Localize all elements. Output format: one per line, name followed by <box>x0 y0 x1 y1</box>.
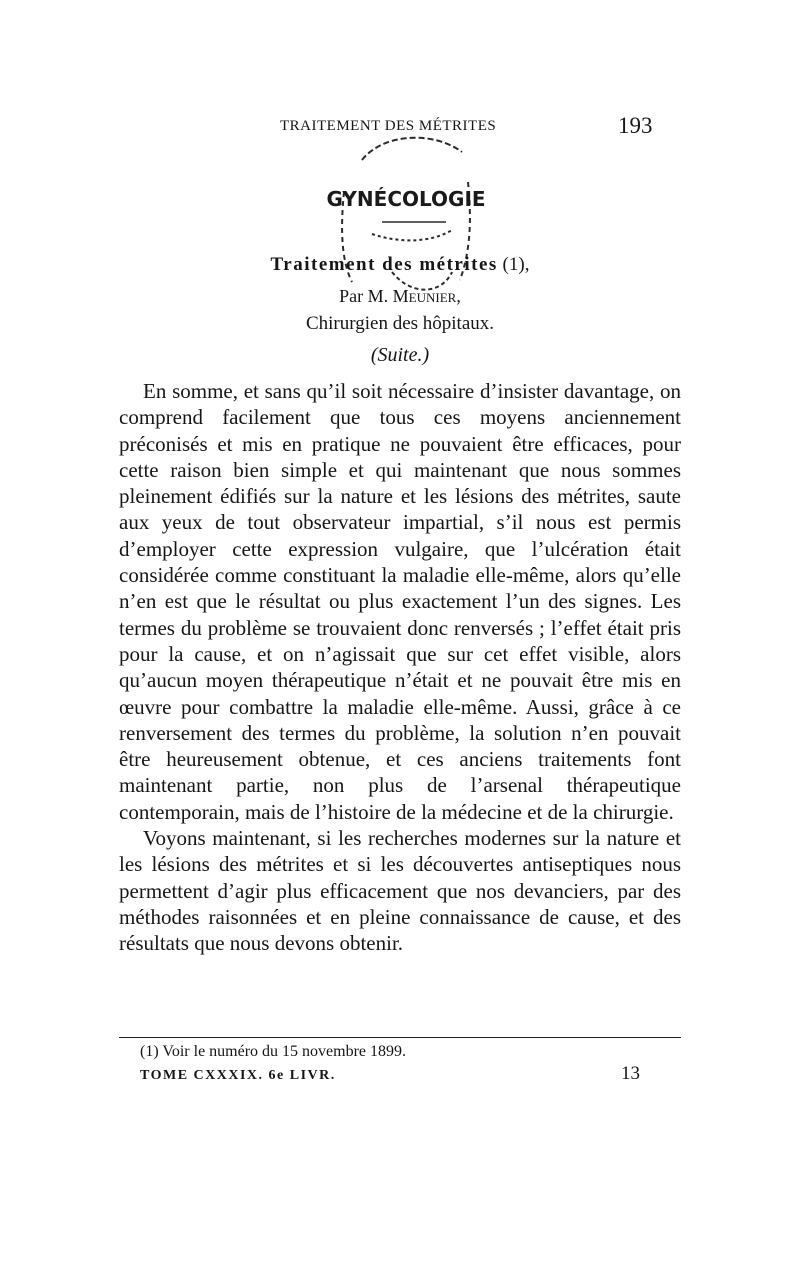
volume-signature: TOME CXXXIX. 6e LIVR. <box>140 1068 336 1083</box>
page-number: 193 <box>618 113 653 138</box>
article-title: Traitement des métrites <box>270 254 498 275</box>
author-name: M. Meunier, <box>367 286 461 306</box>
paragraph-1: En somme, et sans qu’il soit nécessaire d’insister davantage, on comprend facilement que tous ces moyens anciennement préconisés et mis en pratique ne pouvaient être efficaces, pour cette raison bien simple et qui maintenant que nous sommes pleinement édifiés sur la nature et les lésions des métrites, saute aux yeux de tout observateur impartial, s’il nous est permis d’employer cette expression vulgaire, que l’ulcération était considérée comme constituant la maladie elle-même, alors qu’elle n’en est que le résultat ou plus exactement l’un des signes. Les termes du problème se trouvaient donc renversés ; l’effet était pris pour la cause, et on n’agissait que sur cet effet visible, alors qu’aucun moyen thérapeutique n’était et ne pouvait être mis en œuvre pour combattre la maladie elle-même. Aussi, grâce à ce renversement des termes du problème, la solution n’en pouvait être heureusement obtenue, et ces anciens traitements font maintenant partie, non plus de l’arsenal thérapeutique contemporain, mais de l’histoire de la médecine et de la chirurgie. <box>119 379 681 824</box>
title-footnote-ref: (1), <box>497 254 530 275</box>
paragraph-2: Voyons maintenant, si les recherches modernes sur la nature et les lésions des métrites et si les découvertes antiseptiques nous permettent d’agir plus efficacement que nos devanciers, par des méthodes raisonnées et en pleine connaissance de cause, et des résultats que nous devons obtenir. <box>119 826 681 956</box>
signature-number: 13 <box>621 1063 640 1084</box>
stamp-text: GYNÉCOLOGIE <box>326 187 486 211</box>
continuation-note: (Suite.) <box>370 344 430 366</box>
author-prefix: Par <box>339 286 368 306</box>
footnote-rule <box>119 1037 681 1038</box>
running-title: TRAITEMENT DES MÉTRITES <box>280 118 497 134</box>
article-title-line <box>0 254 800 276</box>
article-body <box>119 378 681 957</box>
author-position: Chirurgien des hôpitaux. <box>305 313 495 334</box>
author-line <box>0 286 800 307</box>
footnote: (1) Voir le numéro du 15 novembre 1899. <box>140 1043 407 1060</box>
